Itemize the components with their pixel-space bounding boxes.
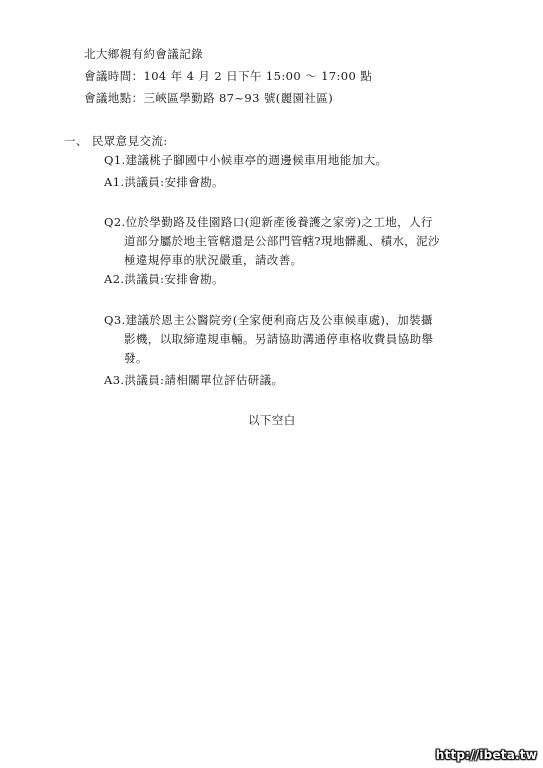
question-3-line-3: 發。 bbox=[124, 351, 148, 365]
answer-2: A2.洪議員:安排會勘。 bbox=[104, 272, 224, 286]
question-3-line-2: 影機，以取締違規車輛。另請協助溝通停車格收費員協助舉 bbox=[124, 332, 434, 346]
end-note: 以下空白 bbox=[248, 413, 296, 427]
question-3-line-1: Q3.建議於恩主公醫院旁(全家便利商店及公車候車處)，加裝攝 bbox=[104, 313, 433, 327]
question-2-line-2: 道部分屬於地主管轄還是公部門管轄?現地髒亂、積水，泥沙 bbox=[124, 234, 440, 248]
meeting-time: 會議時間：104 年 4 月 2 日下午 15:00 ～ 17:00 點 bbox=[84, 69, 373, 83]
question-2-line-1: Q2.位於學勤路及佳園路口(迎新產後養護之家旁)之工地，人行 bbox=[104, 215, 433, 229]
question-1: Q1.建議桃子腳國中小候車亭的週邊候車用地能加大。 bbox=[104, 153, 388, 167]
question-2-line-3: 極違規停車的狀況嚴重，請改善。 bbox=[124, 253, 303, 267]
meeting-place: 會議地點：三峽區學勤路 87~93 號(麗園社區) bbox=[84, 91, 334, 105]
section-heading: 一、 民眾意見交流: bbox=[64, 134, 168, 148]
answer-3: A3.洪議員:請相關單位評估研議。 bbox=[104, 373, 284, 387]
answer-1: A1.洪議員:安排會勘。 bbox=[104, 175, 224, 189]
site-watermark: http://ibeta.tw bbox=[435, 748, 537, 762]
document-title: 北大鄉親有約會議記錄 bbox=[84, 47, 203, 61]
